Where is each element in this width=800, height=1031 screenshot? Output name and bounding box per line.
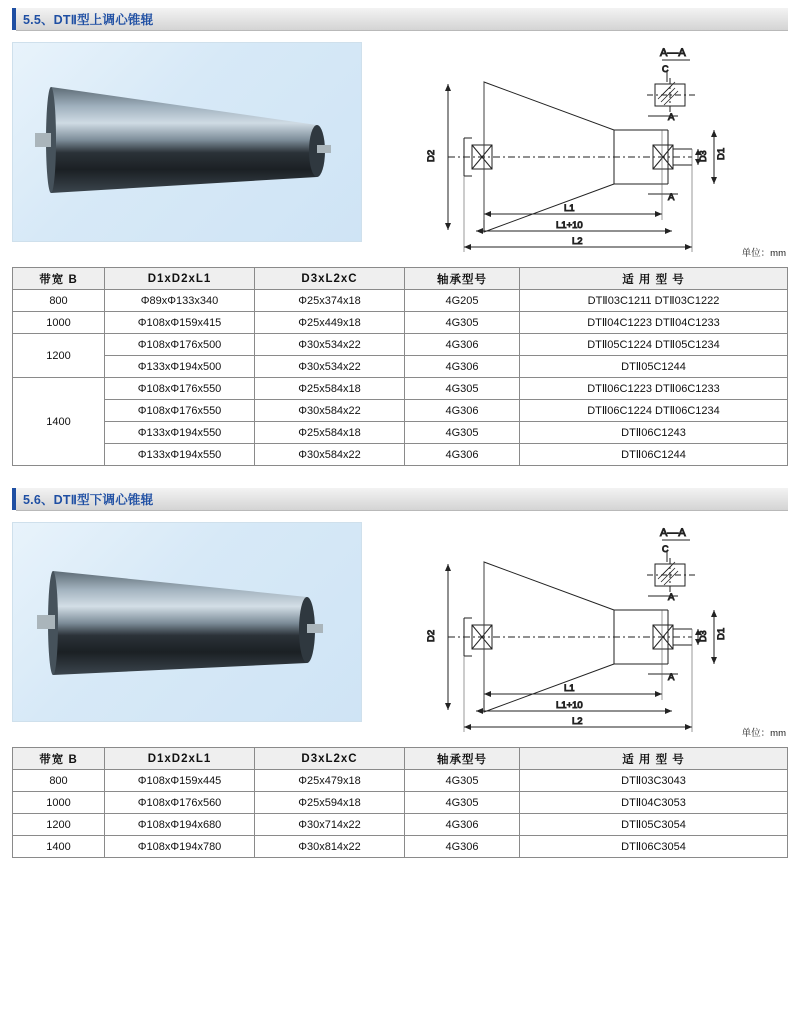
cell-d1d2l1: Φ133xΦ194x500 [105, 356, 255, 378]
svg-text:L2: L2 [572, 236, 583, 247]
th-band-width: 带宽 B [13, 748, 105, 770]
roller-illustration [35, 553, 335, 693]
section-header-5-5 [12, 8, 788, 30]
section-title: 5.5、DTⅡ型上调心锥辊 [23, 13, 154, 27]
cell-band-width: 1000 [13, 792, 105, 814]
cell-bearing: 4G306 [405, 444, 520, 466]
cell-model: DTⅡ04C3053 [520, 792, 788, 814]
cell-d1d2l1: Φ89xΦ133x340 [105, 290, 255, 312]
cell-band-width: 1200 [13, 814, 105, 836]
cell-model: DTⅡ04C1223 DTⅡ04C1233 [520, 312, 788, 334]
th-d3l2c: D3xL2xC [255, 268, 405, 290]
table-row [13, 356, 788, 378]
cell-d1d2l1: Φ108xΦ194x780 [105, 836, 255, 858]
cell-d1d2l1: Φ133xΦ194x550 [105, 422, 255, 444]
cell-d1d2l1: Φ108xΦ194x680 [105, 814, 255, 836]
cell-band-width: 1400 [13, 836, 105, 858]
th-bearing: 轴承型号 [405, 748, 520, 770]
cell-d3l2c: Φ25x594x18 [255, 792, 405, 814]
table-row [13, 792, 788, 814]
technical-drawing-lower [372, 522, 790, 737]
svg-text:L1: L1 [564, 683, 575, 694]
cell-bearing: 4G306 [405, 356, 520, 378]
svg-text:A: A [668, 192, 675, 203]
table-row [13, 400, 788, 422]
cell-band-width: 800 [13, 770, 105, 792]
cell-model: DTⅡ05C1244 [520, 356, 788, 378]
section-header-5-6 [12, 488, 788, 510]
document-page [0, 8, 800, 1031]
cell-bearing: 4G306 [405, 814, 520, 836]
spec-table-lower [12, 747, 788, 858]
cell-d1d2l1: Φ108xΦ176x550 [105, 378, 255, 400]
cell-d3l2c: Φ30x814x22 [255, 836, 405, 858]
cell-model: DTⅡ06C1223 DTⅡ06C1233 [520, 378, 788, 400]
cell-bearing: 4G305 [405, 378, 520, 400]
svg-text:A—A: A—A [660, 527, 686, 539]
cell-model: DTⅡ03C3043 [520, 770, 788, 792]
svg-text:A—A: A—A [660, 47, 686, 59]
cell-model: DTⅡ06C1243 [520, 422, 788, 444]
svg-text:D3: D3 [698, 630, 708, 642]
table-header-row [13, 268, 788, 290]
svg-text:A: A [668, 672, 675, 683]
table-row [13, 836, 788, 858]
cell-model: DTⅡ06C3054 [520, 836, 788, 858]
table-header-row [13, 748, 788, 770]
th-band-width: 带宽 B [13, 268, 105, 290]
table-row [13, 312, 788, 334]
unit-note: 单位：mm [741, 728, 786, 739]
cell-band-width: 1000 [13, 312, 105, 334]
cell-d3l2c: Φ30x584x22 [255, 444, 405, 466]
cell-d3l2c: Φ25x584x18 [255, 378, 405, 400]
cell-model: DTⅡ05C1224 DTⅡ05C1234 [520, 334, 788, 356]
svg-text:L2: L2 [572, 716, 583, 727]
table-row [13, 814, 788, 836]
th-d1d2l1: D1xD2xL1 [105, 268, 255, 290]
svg-text:D1: D1 [716, 627, 727, 640]
cell-bearing: 4G305 [405, 792, 520, 814]
cell-band-width: 1400 [13, 378, 105, 466]
svg-text:C: C [662, 544, 669, 554]
svg-text:L1+10: L1+10 [556, 700, 583, 711]
cell-d3l2c: Φ25x374x18 [255, 290, 405, 312]
cell-bearing: 4G306 [405, 836, 520, 858]
cell-d1d2l1: Φ108xΦ159x445 [105, 770, 255, 792]
svg-text:L1: L1 [564, 203, 575, 214]
cell-d3l2c: Φ30x534x22 [255, 356, 405, 378]
table-row [13, 290, 788, 312]
svg-text:A: A [668, 592, 675, 603]
product-photo-lower-roller [12, 522, 362, 722]
svg-text:D2: D2 [426, 149, 437, 162]
cell-d1d2l1: Φ108xΦ176x560 [105, 792, 255, 814]
section-title: 5.6、DTⅡ型下调心锥辊 [23, 493, 154, 507]
cell-model: DTⅡ06C1224 DTⅡ06C1234 [520, 400, 788, 422]
th-d3l2c: D3xL2xC [255, 748, 405, 770]
table-row [13, 422, 788, 444]
cell-bearing: 4G305 [405, 312, 520, 334]
th-model: 适 用 型 号 [520, 268, 788, 290]
figure-row-5-5 [12, 42, 788, 257]
unit-note: 单位：mm [741, 248, 786, 259]
table-row [13, 444, 788, 466]
cell-d3l2c: Φ30x534x22 [255, 334, 405, 356]
svg-text:D1: D1 [716, 147, 727, 160]
cell-d3l2c: Φ30x714x22 [255, 814, 405, 836]
cell-d1d2l1: Φ108xΦ159x415 [105, 312, 255, 334]
svg-text:L1+10: L1+10 [556, 220, 583, 231]
table-row [13, 770, 788, 792]
cell-d1d2l1: Φ108xΦ176x500 [105, 334, 255, 356]
svg-text:C: C [662, 64, 669, 74]
cell-bearing: 4G306 [405, 334, 520, 356]
table-row [13, 334, 788, 356]
cell-model: DTⅡ03C1211 DTⅡ03C1222 [520, 290, 788, 312]
cell-model: DTⅡ05C3054 [520, 814, 788, 836]
cell-bearing: 4G305 [405, 422, 520, 444]
cell-bearing: 4G306 [405, 400, 520, 422]
svg-text:D3: D3 [698, 150, 708, 162]
product-photo-upper-roller [12, 42, 362, 242]
th-model: 适 用 型 号 [520, 748, 788, 770]
roller-illustration [35, 73, 335, 213]
svg-text:A: A [668, 112, 675, 123]
cell-band-width: 800 [13, 290, 105, 312]
th-d1d2l1: D1xD2xL1 [105, 748, 255, 770]
cell-d3l2c: Φ25x449x18 [255, 312, 405, 334]
svg-text:D2: D2 [426, 629, 437, 642]
th-bearing: 轴承型号 [405, 268, 520, 290]
spec-table-upper [12, 267, 788, 466]
technical-drawing-upper [372, 42, 790, 257]
figure-row-5-6 [12, 522, 788, 737]
cell-d3l2c: Φ25x584x18 [255, 422, 405, 444]
cell-d1d2l1: Φ108xΦ176x550 [105, 400, 255, 422]
cell-model: DTⅡ06C1244 [520, 444, 788, 466]
cell-bearing: 4G305 [405, 770, 520, 792]
cell-d3l2c: Φ30x584x22 [255, 400, 405, 422]
cell-d1d2l1: Φ133xΦ194x550 [105, 444, 255, 466]
table-row [13, 378, 788, 400]
cell-band-width: 1200 [13, 334, 105, 378]
cell-d3l2c: Φ25x479x18 [255, 770, 405, 792]
cell-bearing: 4G205 [405, 290, 520, 312]
